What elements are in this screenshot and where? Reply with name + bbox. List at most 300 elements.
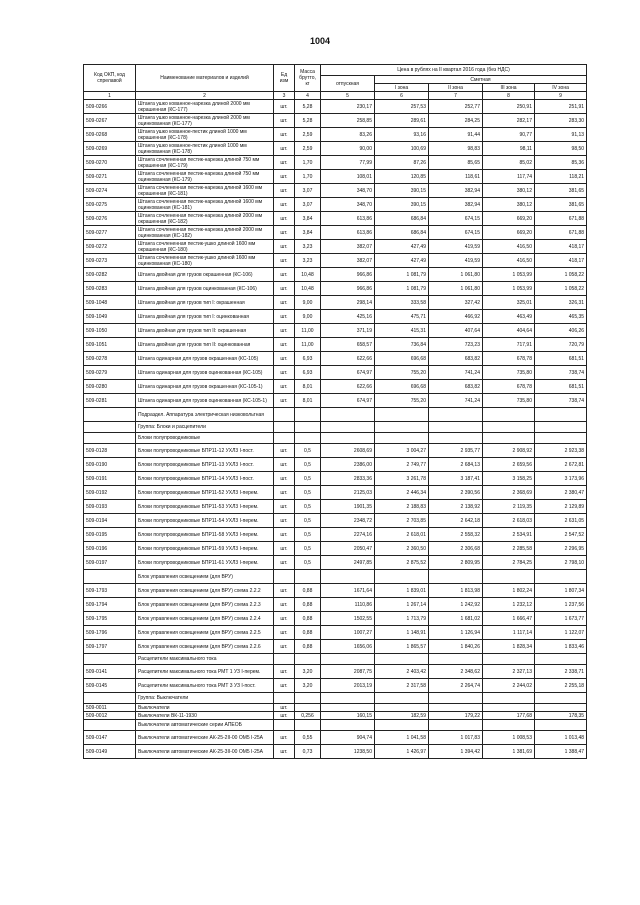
row-price-otpusk: 613,86 bbox=[321, 212, 375, 226]
row-unit: шт. bbox=[274, 598, 295, 612]
row-price-zone-2: 419,59 bbox=[429, 240, 483, 254]
row-price-otpusk: 2274,16 bbox=[321, 528, 375, 542]
row-code: 509-1797 bbox=[84, 640, 136, 654]
row-price-otpusk: 348,70 bbox=[321, 198, 375, 212]
row-price-otpusk: 1656,06 bbox=[321, 640, 375, 654]
row-price-zone-1: 1 081,79 bbox=[375, 268, 429, 282]
row-name: Штанга одинарная для грузов окрашенная (КС-105-1) bbox=[136, 380, 274, 394]
row-price-zone-1: 1 267,14 bbox=[375, 598, 429, 612]
row-price-zone-2: 382,94 bbox=[429, 198, 483, 212]
row-price-zone-1: 475,71 bbox=[375, 310, 429, 324]
row-price-zone-1: 2 749,77 bbox=[375, 458, 429, 472]
row-name: Штанга ушко кованное-нарезка длиной 2000 мм оцинкованная (КС-177) bbox=[136, 114, 274, 128]
row-price-zone-3: 90,77 bbox=[483, 128, 535, 142]
row-code: 509-0271 bbox=[84, 170, 136, 184]
row-mass: 8,01 bbox=[295, 394, 321, 408]
row-price-otpusk: 348,70 bbox=[321, 184, 375, 198]
row-price-otpusk: 674,97 bbox=[321, 366, 375, 380]
row-price-zone-1: 87,26 bbox=[375, 156, 429, 170]
row-name: Штанга ушко кованное-нарезка длиной 2000 мм окрашенная (КС-177) bbox=[136, 100, 274, 114]
row-price-zone-3: 1 232,12 bbox=[483, 598, 535, 612]
row-code: 509-1051 bbox=[84, 338, 136, 352]
row-price-zone-3: 2 119,35 bbox=[483, 500, 535, 514]
row-code: 509-0277 bbox=[84, 226, 136, 240]
table-row bbox=[84, 712, 587, 720]
row-code: 509-0269 bbox=[84, 142, 136, 156]
table-row bbox=[84, 731, 587, 745]
row-unit: шт. bbox=[274, 731, 295, 745]
row-price-zone-1 bbox=[375, 693, 429, 704]
row-price-otpusk: 1110,86 bbox=[321, 598, 375, 612]
row-price-zone-1: 3 004,27 bbox=[375, 444, 429, 458]
row-name: Штанга сочлененная пестик-нарезка длиной 750 мм оцинкованная (КС-179) bbox=[136, 170, 274, 184]
row-name: Штанга сочлененная пестик-нарезка длиной 2000 мм оцинкованная (КС-182) bbox=[136, 226, 274, 240]
row-price-zone-2: 1 061,80 bbox=[429, 268, 483, 282]
row-unit: шт. bbox=[274, 212, 295, 226]
row-price-otpusk: 298,14 bbox=[321, 296, 375, 310]
row-price-zone-1: 2 403,42 bbox=[375, 665, 429, 679]
row-unit: шт. bbox=[274, 282, 295, 296]
row-unit bbox=[274, 654, 295, 665]
row-price-zone-4: 1 388,47 bbox=[535, 745, 587, 759]
row-price-zone-2: 1 840,26 bbox=[429, 640, 483, 654]
row-unit bbox=[274, 408, 295, 422]
row-price-zone-2: 1 126,94 bbox=[429, 626, 483, 640]
header-index: 2 bbox=[136, 92, 274, 100]
row-unit: шт. bbox=[274, 394, 295, 408]
row-mass: 9,00 bbox=[295, 296, 321, 310]
row-unit: шт. bbox=[274, 142, 295, 156]
row-name: Штанга двойная для грузов оцинкованная (КС-106) bbox=[136, 282, 274, 296]
row-name: Штанга ушко кованное-пестик длиной 1000 мм окрашенная (КС-178) bbox=[136, 128, 274, 142]
row-price-zone-4: 118,21 bbox=[535, 170, 587, 184]
row-price-otpusk: 1007,27 bbox=[321, 626, 375, 640]
row-price-zone-2: 741,24 bbox=[429, 366, 483, 380]
row-unit: шт. bbox=[274, 472, 295, 486]
row-price-zone-4: 2 923,38 bbox=[535, 444, 587, 458]
row-mass: 1,70 bbox=[295, 156, 321, 170]
row-unit: шт. bbox=[274, 128, 295, 142]
row-unit: шт. bbox=[274, 254, 295, 268]
row-mass: 0,88 bbox=[295, 612, 321, 626]
row-price-zone-3: 282,17 bbox=[483, 114, 535, 128]
table-row bbox=[84, 472, 587, 486]
row-name: Штанга двойная для грузов тип I: окрашенная bbox=[136, 296, 274, 310]
row-price-zone-3 bbox=[483, 433, 535, 444]
row-price-zone-4: 1 058,22 bbox=[535, 282, 587, 296]
header-index: 4 bbox=[295, 92, 321, 100]
row-code: 509-0149 bbox=[84, 745, 136, 759]
row-unit: шт. bbox=[274, 226, 295, 240]
row-price-zone-2: 2 390,56 bbox=[429, 486, 483, 500]
row-unit: шт. bbox=[274, 712, 295, 720]
row-mass: 0,73 bbox=[295, 745, 321, 759]
row-mass: 0,5 bbox=[295, 472, 321, 486]
row-mass: 0,88 bbox=[295, 640, 321, 654]
table-row bbox=[84, 514, 587, 528]
row-price-zone-2: 674,15 bbox=[429, 226, 483, 240]
table-row bbox=[84, 338, 587, 352]
row-price-zone-4: 1 237,56 bbox=[535, 598, 587, 612]
row-price-zone-3 bbox=[483, 720, 535, 731]
row-name: Блоки полупроводниковые БПР11-59 УХЛ3 I-перем. bbox=[136, 542, 274, 556]
row-code: 509-0128 bbox=[84, 444, 136, 458]
row-code: 509-0266 bbox=[84, 100, 136, 114]
row-mass bbox=[295, 570, 321, 584]
header-index: 9 bbox=[535, 92, 587, 100]
row-mass: 11,00 bbox=[295, 324, 321, 338]
row-price-zone-3: 2 534,91 bbox=[483, 528, 535, 542]
row-price-zone-1: 415,31 bbox=[375, 324, 429, 338]
row-price-zone-3: 2 285,58 bbox=[483, 542, 535, 556]
row-name: Блоки полупроводниковые БПР11-61 УХЛ3 I-перем. bbox=[136, 556, 274, 570]
row-code: 509-0190 bbox=[84, 458, 136, 472]
row-price-zone-3 bbox=[483, 693, 535, 704]
row-mass: 0,5 bbox=[295, 458, 321, 472]
row-price-otpusk: 622,66 bbox=[321, 352, 375, 366]
row-unit: шт. bbox=[274, 156, 295, 170]
row-code bbox=[84, 693, 136, 704]
row-price-zone-1: 696,68 bbox=[375, 380, 429, 394]
row-price-zone-2: 2 642,18 bbox=[429, 514, 483, 528]
row-mass: 0,5 bbox=[295, 500, 321, 514]
row-name: Штанга одинарная для грузов оцинкованная (КС-105) bbox=[136, 366, 274, 380]
row-price-zone-4: 98,50 bbox=[535, 142, 587, 156]
row-price-zone-3: 2 659,56 bbox=[483, 458, 535, 472]
row-price-otpusk: 1238,50 bbox=[321, 745, 375, 759]
row-price-zone-4: 2 547,52 bbox=[535, 528, 587, 542]
row-price-otpusk: 2087,75 bbox=[321, 665, 375, 679]
row-price-zone-1 bbox=[375, 422, 429, 433]
row-price-otpusk bbox=[321, 654, 375, 665]
row-price-zone-2: 1 813,98 bbox=[429, 584, 483, 598]
row-price-otpusk: 1671,64 bbox=[321, 584, 375, 598]
table-row bbox=[84, 500, 587, 514]
row-unit bbox=[274, 720, 295, 731]
row-mass bbox=[295, 422, 321, 433]
row-price-zone-4: 1 122,07 bbox=[535, 626, 587, 640]
row-price-zone-4 bbox=[535, 408, 587, 422]
row-price-otpusk bbox=[321, 720, 375, 731]
row-price-zone-1: 257,53 bbox=[375, 100, 429, 114]
row-price-zone-2: 327,42 bbox=[429, 296, 483, 310]
row-name: Расцепители максимального тока bbox=[136, 654, 274, 665]
table-row bbox=[84, 114, 587, 128]
row-unit: шт. bbox=[274, 556, 295, 570]
table-row bbox=[84, 324, 587, 338]
row-price-zone-3: 2 327,13 bbox=[483, 665, 535, 679]
row-price-zone-1: 1 865,57 bbox=[375, 640, 429, 654]
row-mass: 0,88 bbox=[295, 584, 321, 598]
row-price-zone-3: 735,80 bbox=[483, 366, 535, 380]
row-price-zone-3: 117,74 bbox=[483, 170, 535, 184]
row-mass: 8,01 bbox=[295, 380, 321, 394]
row-price-zone-3: 1 053,99 bbox=[483, 282, 535, 296]
row-price-otpusk: 160,15 bbox=[321, 712, 375, 720]
row-code: 509-0191 bbox=[84, 472, 136, 486]
row-name: Блоки полупроводниковые БПР11-14 УХЛ3 I-пост. bbox=[136, 472, 274, 486]
header-row-1 bbox=[84, 65, 587, 76]
row-mass: 0,5 bbox=[295, 444, 321, 458]
row-price-zone-2: 2 684,13 bbox=[429, 458, 483, 472]
row-price-zone-1: 427,49 bbox=[375, 254, 429, 268]
row-price-zone-2: 683,82 bbox=[429, 352, 483, 366]
row-price-otpusk bbox=[321, 570, 375, 584]
row-unit: шт. bbox=[274, 458, 295, 472]
header-index: 8 bbox=[483, 92, 535, 100]
row-code bbox=[84, 408, 136, 422]
row-price-zone-3: 735,80 bbox=[483, 394, 535, 408]
row-price-zone-3: 250,91 bbox=[483, 100, 535, 114]
row-price-zone-1: 1 426,97 bbox=[375, 745, 429, 759]
row-price-zone-1: 736,84 bbox=[375, 338, 429, 352]
row-price-otpusk: 622,66 bbox=[321, 380, 375, 394]
header-price-group: Цена в рублях на II квартал 2016 года (без НДС) bbox=[321, 65, 587, 76]
row-price-otpusk: 966,86 bbox=[321, 268, 375, 282]
row-name: Штанга сочлененная пестик-ушко длиной 1600 мм оцинкованная (КС-180) bbox=[136, 254, 274, 268]
table-row bbox=[84, 100, 587, 114]
row-price-zone-3: 1 053,99 bbox=[483, 268, 535, 282]
row-name: Блок управления освещением (для ВРУ) схема 2.2.2 bbox=[136, 584, 274, 598]
row-name: Выключатели bbox=[136, 704, 274, 712]
row-price-zone-2 bbox=[429, 570, 483, 584]
table-row bbox=[84, 542, 587, 556]
row-price-otpusk: 904,74 bbox=[321, 731, 375, 745]
row-code: 509-0268 bbox=[84, 128, 136, 142]
row-price-zone-2: 723,23 bbox=[429, 338, 483, 352]
table-row bbox=[84, 254, 587, 268]
row-price-otpusk: 2013,19 bbox=[321, 679, 375, 693]
table-row bbox=[84, 296, 587, 310]
row-price-zone-1: 390,15 bbox=[375, 198, 429, 212]
row-mass bbox=[295, 720, 321, 731]
row-name: Подраздел. Аппаратура электрическая низковольтная bbox=[136, 408, 274, 422]
row-name: Блоки полупроводниковые БПР11-12 УХЛ3 I-пост. bbox=[136, 444, 274, 458]
row-unit: шт. bbox=[274, 500, 295, 514]
row-code: 509-0194 bbox=[84, 514, 136, 528]
table-row bbox=[84, 240, 587, 254]
table-row bbox=[84, 612, 587, 626]
row-price-zone-2: 2 306,68 bbox=[429, 542, 483, 556]
row-name: Штанга двойная для грузов тип II: оцинкованная bbox=[136, 338, 274, 352]
row-price-zone-3: 177,68 bbox=[483, 712, 535, 720]
row-price-zone-1: 1 081,79 bbox=[375, 282, 429, 296]
row-name: Блоки полупроводниковые БПР11-13 УХЛ3 I-пост. bbox=[136, 458, 274, 472]
table-row bbox=[84, 226, 587, 240]
row-name: Блок управления освещением (для ВРУ) схема 2.2.3 bbox=[136, 598, 274, 612]
row-price-zone-3: 404,64 bbox=[483, 324, 535, 338]
table-row bbox=[84, 556, 587, 570]
table-row bbox=[84, 458, 587, 472]
row-name: Блок управления освещением (для ВРУ) bbox=[136, 570, 274, 584]
row-code: 509-0273 bbox=[84, 254, 136, 268]
row-price-zone-2: 179,22 bbox=[429, 712, 483, 720]
row-unit: шт. bbox=[274, 268, 295, 282]
row-unit: шт. bbox=[274, 612, 295, 626]
row-price-otpusk: 2833,36 bbox=[321, 472, 375, 486]
row-price-zone-4: 381,65 bbox=[535, 184, 587, 198]
row-unit: шт. bbox=[274, 184, 295, 198]
table-row bbox=[84, 679, 587, 693]
row-code: 509-0197 bbox=[84, 556, 136, 570]
row-code: 509-0281 bbox=[84, 394, 136, 408]
row-price-zone-1: 2 188,83 bbox=[375, 500, 429, 514]
table-row bbox=[84, 584, 587, 598]
row-price-zone-1 bbox=[375, 570, 429, 584]
row-mass: 0,5 bbox=[295, 542, 321, 556]
row-mass: 0,5 bbox=[295, 556, 321, 570]
row-price-zone-3: 2 244,02 bbox=[483, 679, 535, 693]
row-price-zone-2: 252,77 bbox=[429, 100, 483, 114]
row-code: 509-0270 bbox=[84, 156, 136, 170]
row-mass: 3,20 bbox=[295, 679, 321, 693]
row-price-zone-4 bbox=[535, 422, 587, 433]
row-price-zone-2: 1 394,42 bbox=[429, 745, 483, 759]
row-code: 509-0193 bbox=[84, 500, 136, 514]
row-price-otpusk bbox=[321, 693, 375, 704]
table-row bbox=[84, 745, 587, 759]
row-price-zone-1: 182,59 bbox=[375, 712, 429, 720]
row-name: Штанга одинарная для грузов окрашенная (КС-105) bbox=[136, 352, 274, 366]
row-mass: 11,00 bbox=[295, 338, 321, 352]
row-price-zone-2 bbox=[429, 693, 483, 704]
row-price-zone-4: 720,79 bbox=[535, 338, 587, 352]
row-price-zone-3: 669,20 bbox=[483, 212, 535, 226]
row-name: Выключатели автоматические серии АПЕОБ bbox=[136, 720, 274, 731]
table-row bbox=[84, 142, 587, 156]
row-mass: 3,84 bbox=[295, 226, 321, 240]
row-name: Штанга сочлененная пестик-нарезка длиной 2000 мм окрашенная (КС-182) bbox=[136, 212, 274, 226]
table-row bbox=[84, 654, 587, 665]
row-price-zone-2: 2 558,32 bbox=[429, 528, 483, 542]
row-mass: 1,70 bbox=[295, 170, 321, 184]
row-name: Блок управления освещением (для ВРУ) схема 2.2.4 bbox=[136, 612, 274, 626]
row-price-zone-4: 418,17 bbox=[535, 240, 587, 254]
row-price-zone-1: 120,85 bbox=[375, 170, 429, 184]
table-body bbox=[84, 100, 587, 759]
row-name: Блоки полупроводниковые БПР11-54 УХЛ3 I-перем. bbox=[136, 514, 274, 528]
row-unit: шт. bbox=[274, 679, 295, 693]
row-price-zone-3: 380,12 bbox=[483, 198, 535, 212]
table-row bbox=[84, 598, 587, 612]
row-mass: 5,28 bbox=[295, 100, 321, 114]
row-price-zone-1 bbox=[375, 720, 429, 731]
row-price-otpusk: 382,07 bbox=[321, 240, 375, 254]
row-price-otpusk: 425,16 bbox=[321, 310, 375, 324]
row-price-otpusk: 1502,55 bbox=[321, 612, 375, 626]
row-price-otpusk: 2050,47 bbox=[321, 542, 375, 556]
header-index: 7 bbox=[429, 92, 483, 100]
row-code: 509-0195 bbox=[84, 528, 136, 542]
row-unit: шт. bbox=[274, 584, 295, 598]
row-price-zone-1: 289,61 bbox=[375, 114, 429, 128]
row-price-zone-1 bbox=[375, 433, 429, 444]
row-mass: 5,28 bbox=[295, 114, 321, 128]
row-code: 509-0011 bbox=[84, 704, 136, 712]
row-unit bbox=[274, 693, 295, 704]
row-price-zone-4: 2 672,81 bbox=[535, 458, 587, 472]
row-name: Расцепители максимального тока РМТ 3 УЗ I-пост. bbox=[136, 679, 274, 693]
row-price-zone-1: 2 446,34 bbox=[375, 486, 429, 500]
row-mass: 3,84 bbox=[295, 212, 321, 226]
row-price-zone-1: 333,58 bbox=[375, 296, 429, 310]
row-price-otpusk: 2348,72 bbox=[321, 514, 375, 528]
row-price-zone-4: 326,31 bbox=[535, 296, 587, 310]
row-price-zone-4: 3 173,96 bbox=[535, 472, 587, 486]
row-price-zone-2: 683,82 bbox=[429, 380, 483, 394]
row-unit: шт. bbox=[274, 665, 295, 679]
row-code: 509-1796 bbox=[84, 626, 136, 640]
row-price-zone-1 bbox=[375, 654, 429, 665]
header-index: 3 bbox=[274, 92, 295, 100]
row-price-zone-3: 1 117,14 bbox=[483, 626, 535, 640]
table-row bbox=[84, 486, 587, 500]
row-unit: шт. bbox=[274, 338, 295, 352]
row-price-zone-1: 696,68 bbox=[375, 352, 429, 366]
row-price-zone-2: 407,64 bbox=[429, 324, 483, 338]
row-price-zone-4 bbox=[535, 720, 587, 731]
table-row bbox=[84, 444, 587, 458]
row-code: 509-1795 bbox=[84, 612, 136, 626]
row-price-otpusk: 2386,00 bbox=[321, 458, 375, 472]
header-index: 1 bbox=[84, 92, 136, 100]
header-zone-3: III зона bbox=[483, 84, 535, 92]
row-price-zone-4 bbox=[535, 704, 587, 712]
row-unit: шт. bbox=[274, 542, 295, 556]
row-mass: 0,5 bbox=[295, 514, 321, 528]
row-unit: шт. bbox=[274, 486, 295, 500]
row-price-zone-4: 465,35 bbox=[535, 310, 587, 324]
row-code: 509-1794 bbox=[84, 598, 136, 612]
row-unit: шт. bbox=[274, 324, 295, 338]
table-row bbox=[84, 170, 587, 184]
row-price-zone-2 bbox=[429, 408, 483, 422]
row-price-zone-3: 2 784,25 bbox=[483, 556, 535, 570]
row-price-zone-2: 2 348,62 bbox=[429, 665, 483, 679]
row-code: 509-0282 bbox=[84, 268, 136, 282]
row-unit: шт. bbox=[274, 380, 295, 394]
row-mass: 0,5 bbox=[295, 486, 321, 500]
row-mass: 6,93 bbox=[295, 366, 321, 380]
row-price-zone-2: 1 242,92 bbox=[429, 598, 483, 612]
row-price-zone-3: 717,91 bbox=[483, 338, 535, 352]
row-unit bbox=[274, 433, 295, 444]
row-price-zone-2: 3 187,41 bbox=[429, 472, 483, 486]
row-price-zone-3: 3 158,25 bbox=[483, 472, 535, 486]
row-price-otpusk: 382,07 bbox=[321, 254, 375, 268]
row-price-zone-3 bbox=[483, 408, 535, 422]
row-price-otpusk: 613,86 bbox=[321, 226, 375, 240]
row-code: 509-1050 bbox=[84, 324, 136, 338]
row-name: Штанга двойная для грузов окрашенная (КС-106) bbox=[136, 268, 274, 282]
row-price-zone-1: 755,20 bbox=[375, 394, 429, 408]
header-otpusk: отпускная bbox=[321, 76, 375, 92]
row-price-zone-4: 251,91 bbox=[535, 100, 587, 114]
row-price-zone-4: 2 631,05 bbox=[535, 514, 587, 528]
row-unit: шт. bbox=[274, 198, 295, 212]
row-price-otpusk: 674,97 bbox=[321, 394, 375, 408]
row-unit: шт. bbox=[274, 170, 295, 184]
row-mass: 2,59 bbox=[295, 128, 321, 142]
row-price-zone-4 bbox=[535, 693, 587, 704]
header-unit: Ед изм bbox=[274, 65, 295, 92]
row-name: Расцепители максимального тока РМТ 1 УЗ I-перем. bbox=[136, 665, 274, 679]
row-code: 509-0279 bbox=[84, 366, 136, 380]
header-code: Код ОКП, код спрелавой bbox=[84, 65, 136, 92]
row-price-zone-3: 85,02 bbox=[483, 156, 535, 170]
row-mass bbox=[295, 654, 321, 665]
row-name: Штанга ушко кованное-пестик длиной 1000 мм оцинкованная (КС-178) bbox=[136, 142, 274, 156]
